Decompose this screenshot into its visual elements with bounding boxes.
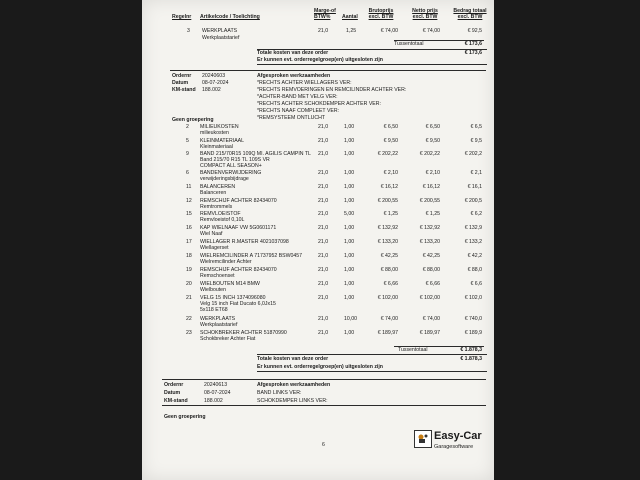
row-code: MILIEUKOSTEN: [200, 124, 239, 130]
datum-label: Datum: [164, 390, 181, 396]
row-desc: Werkplaatstarief: [200, 322, 238, 328]
row-netto: € 132,92: [419, 225, 440, 231]
row-nr: 17: [186, 239, 192, 245]
row-bruto: € 9,50: [383, 138, 398, 144]
row-bedrag: € 16,1: [467, 184, 482, 190]
row-bedrag: € 9,5: [470, 138, 482, 144]
werk-line: BAND LINKS VER:: [257, 390, 302, 396]
row-desc: Remtrommels: [200, 204, 233, 210]
row-bruto: € 200,55: [377, 198, 398, 204]
werk-line: *RECHTS ACHTER WIELLAGERS VER:: [257, 80, 352, 86]
row-nr: 21: [186, 295, 192, 301]
row-bruto: € 132,92: [377, 225, 398, 231]
row-aantal: 1,00: [344, 138, 355, 144]
row-nr: 22: [186, 316, 192, 322]
row-desc: Werkplaatstarief: [202, 35, 240, 41]
col-header-netto: Netto prijs excl. BTW: [412, 8, 438, 20]
row-bruto: € 42,25: [380, 253, 398, 259]
row-btw: 21,0: [318, 225, 329, 231]
divider: [257, 354, 487, 355]
row-netto: € 102,00: [419, 295, 440, 301]
werk-line: *RECHTS REMVOERINGEN EN REMCILINDER ACHTER VER:: [257, 87, 407, 93]
row-bedrag: € 2,1: [470, 170, 482, 176]
row-btw: 21,0: [318, 267, 329, 273]
row-desc-2: COMPACT ALL SEASON+: [200, 163, 262, 169]
divider: [170, 70, 486, 71]
row-desc: Remschoenset: [200, 273, 235, 279]
werk-line: *RECHTS ACHTER SCHOKDEMPER ACHTER VER:: [257, 101, 381, 107]
row-code: REMVLOEISTOF: [200, 211, 241, 217]
exclusion-note: Er kunnen evt. orderregelgroep(en) uitgesloten zijn: [257, 364, 383, 370]
col-header-bruto: Brutoprijs excl. BTW: [368, 8, 394, 20]
row-netto: € 42,25: [422, 253, 440, 259]
row-code: BAND 215/70R15 109Q MI. AGILIS CAMPIN TL: [200, 151, 311, 157]
row-netto: € 133,20: [419, 239, 440, 245]
row-bruto: € 74,00: [380, 316, 398, 322]
km-value: 188.002: [202, 87, 221, 93]
datum-value: 08-07-2024: [202, 80, 229, 86]
row-btw: 21,0: [318, 198, 329, 204]
row-desc: Band 215/70 R15 TL 109S VR: [200, 157, 270, 163]
row-bedrag: € 42,2: [467, 253, 482, 259]
row-code: BALANCEREN: [200, 184, 236, 190]
row-aantal: 1,00: [344, 239, 355, 245]
row-aantal: 1,00: [344, 267, 355, 273]
row-bruto: € 6,66: [383, 281, 398, 287]
logo-name: Easy-Car: [434, 430, 482, 442]
row-nr: 2: [186, 124, 189, 130]
row-netto: € 1,25: [425, 211, 440, 217]
row-code: VELG 15 INCH 1374096080: [200, 295, 266, 301]
tussentotaal-value: € 1.878,3: [460, 347, 482, 353]
row-aantal: 1,00: [344, 124, 355, 130]
tussentotaal-value: € 173,6: [464, 41, 482, 47]
ordernr-label: Ordernr: [164, 382, 184, 388]
row-desc: Wiel Naaf: [200, 231, 223, 237]
row-bedrag: € 6,6: [470, 281, 482, 287]
page-number: 6: [322, 442, 325, 448]
exclusion-note: Er kunnen evt. orderregelgroep(en) uitgesloten zijn: [257, 57, 383, 63]
werk-title: Afgesproken werkzaamheden: [257, 382, 331, 388]
werk-title: Afgesproken werkzaamheden: [257, 73, 331, 79]
row-btw: 21,0: [318, 138, 329, 144]
row-netto: € 189,97: [419, 330, 440, 336]
row-nr: 12: [186, 198, 192, 204]
row-desc: milieukosten: [200, 130, 229, 136]
table-row: [142, 151, 494, 167]
row-nr: 3: [187, 28, 190, 34]
row-nr: 20: [186, 281, 192, 287]
row-bedrag: € 88,0: [467, 267, 482, 273]
row-nr: 5: [186, 138, 189, 144]
row-aantal: 5,00: [344, 211, 355, 217]
row-netto: € 74,00: [422, 316, 440, 322]
col-header-artikelcode: Artikelcode / Toelichting: [200, 14, 260, 20]
groepering-label: Geen groepering: [164, 414, 206, 420]
row-btw: 21,0: [318, 28, 329, 34]
row-netto: € 6,66: [425, 281, 440, 287]
row-bruto: € 6,50: [383, 124, 398, 130]
row-bedrag: € 202,2: [464, 151, 482, 157]
row-nr: 11: [186, 184, 192, 190]
row-aantal: 1,00: [344, 151, 355, 157]
table-row: [142, 295, 494, 311]
row-bedrag: € 189,9: [464, 330, 482, 336]
row-code: WIELLAGER R.MASTER 4021037098: [200, 239, 289, 245]
row-nr: 18: [186, 253, 192, 259]
row-bedrag: € 92,5: [467, 28, 482, 34]
row-aantal: 1,00: [344, 253, 355, 259]
row-aantal: 1,00: [344, 225, 355, 231]
row-btw: 21,0: [318, 330, 329, 336]
row-desc: Balanceren: [200, 190, 227, 196]
row-netto: € 9,50: [425, 138, 440, 144]
row-btw: 21,0: [318, 211, 329, 217]
row-code: KAP WIELNAAF VW 5G0601171: [200, 225, 277, 231]
row-nr: 19: [186, 267, 192, 273]
row-aantal: 1,00: [344, 281, 355, 287]
row-netto: € 2,10: [425, 170, 440, 176]
row-aantal: 1,00: [344, 295, 355, 301]
tussentotaal-label: Tussentotaal: [394, 41, 424, 47]
row-netto: € 200,55: [419, 198, 440, 204]
row-netto: € 16,12: [422, 184, 440, 190]
row-btw: 21,0: [318, 295, 329, 301]
row-btw: 21,0: [318, 316, 329, 322]
row-nr: 6: [186, 170, 189, 176]
row-desc: Wielremcilinder Achter: [200, 259, 252, 265]
row-desc: Wielbouten: [200, 287, 226, 293]
row-bruto: € 202,22: [377, 151, 398, 157]
werk-line: *RECHTS NAAF COMPLEET VER:: [257, 108, 340, 114]
werk-line: *REMSYSTEEM ONTLUCHT: [257, 115, 326, 121]
row-nr: 9: [186, 151, 189, 157]
row-btw: 21,0: [318, 170, 329, 176]
row-desc: Wiellagerset: [200, 245, 229, 251]
row-aantal: 1,00: [344, 170, 355, 176]
totaal-value: € 173,6: [464, 50, 482, 56]
row-netto: € 88,00: [422, 267, 440, 273]
row-bedrag: € 200,5: [464, 198, 482, 204]
col-header-regelnr: Regelnr: [172, 14, 192, 20]
easy-car-logo-icon: [414, 430, 432, 448]
row-bedrag: € 6,2: [470, 211, 482, 217]
km-label: KM-stand: [164, 398, 188, 404]
row-netto: € 74,00: [422, 28, 440, 34]
row-desc: Remvloeistof 0,10L: [200, 217, 245, 223]
row-bedrag: € 740,0: [464, 316, 482, 322]
ordernr-value: 20240613: [204, 382, 228, 388]
table-row: [142, 330, 494, 346]
werk-line: SCHOKDEMPER LINKS VER:: [257, 398, 328, 404]
km-value: 188.002: [204, 398, 223, 404]
row-code: WERKPLAATS: [202, 28, 238, 34]
row-bedrag: € 132,9: [464, 225, 482, 231]
row-nr: 16: [186, 225, 192, 231]
row-btw: 21,0: [318, 184, 329, 190]
row-code: WERKPLAATS: [200, 316, 236, 322]
row-code: WIELBOUTEN M14 BMW: [200, 281, 260, 287]
werk-line: *ACHTER-BAND MET VELG VER:: [257, 94, 338, 100]
row-btw: 21,0: [318, 239, 329, 245]
row-aantal: 10,00: [344, 316, 357, 322]
totaal-value: € 1.878,3: [460, 356, 482, 362]
row-bedrag: € 6,5: [470, 124, 482, 130]
row-bruto: € 102,00: [377, 295, 398, 301]
divider: [257, 64, 487, 65]
row-bruto: € 74,00: [380, 28, 398, 34]
col-header-aantal: Aantal: [342, 14, 358, 20]
row-netto: € 6,50: [425, 124, 440, 130]
document-page: [142, 0, 494, 480]
row-aantal: 1,00: [344, 330, 355, 336]
row-bruto: € 16,12: [380, 184, 398, 190]
row-code: SCHOKBREKER ACHTER 51870990: [200, 330, 287, 336]
row-bruto: € 133,20: [377, 239, 398, 245]
row-btw: 21,0: [318, 151, 329, 157]
row-aantal: 1,00: [344, 198, 355, 204]
row-desc: Schokbreker Achter Fiat: [200, 336, 256, 342]
row-bruto: € 2,10: [383, 170, 398, 176]
divider: [162, 379, 486, 380]
row-nr: 15: [186, 211, 192, 217]
row-nr: 23: [186, 330, 192, 336]
ordernr-value: 20240603: [202, 73, 226, 79]
row-desc: verwijderingsbijdrage: [200, 176, 249, 182]
totaal-label: Totale kosten van deze order: [257, 356, 329, 362]
row-bruto: € 189,97: [377, 330, 398, 336]
row-code: WIELREMCILINDER A 71737952 BSW0457: [200, 253, 303, 259]
datum-value: 08-07-2024: [204, 390, 231, 396]
row-desc: Velg 15 inch Fiat Ducato 6,0Jx15: [200, 301, 276, 307]
row-desc-2: 5x118 ET68: [200, 307, 228, 313]
row-btw: 21,0: [318, 281, 329, 287]
row-code: REMSCHIJF ACHTER 82434070: [200, 267, 277, 273]
row-code: BANDENVERWIJDERING: [200, 170, 262, 176]
row-bruto: € 88,00: [380, 267, 398, 273]
tussentotaal-label: Tussentotaal: [398, 347, 428, 353]
row-aantal: 1,00: [344, 184, 355, 190]
col-header-marge-btw: Marge-of BTW%: [314, 8, 336, 20]
row-bedrag: € 133,2: [464, 239, 482, 245]
row-bruto: € 1,25: [383, 211, 398, 217]
ordernr-label: Ordernr: [172, 73, 192, 79]
row-btw: 21,0: [318, 124, 329, 130]
totaal-label: Totale kosten van deze order: [257, 50, 329, 56]
row-bedrag: € 102,0: [464, 295, 482, 301]
row-netto: € 202,22: [419, 151, 440, 157]
col-header-bedrag: Bedrag totaal excl. BTW: [453, 8, 487, 20]
groepering-label: Geen groepering: [172, 117, 214, 123]
row-code: REMSCHIJF ACHTER 82434070: [200, 198, 277, 204]
row-btw: 21,0: [318, 253, 329, 259]
row-aantal: 1,25: [346, 28, 357, 34]
km-label: KM-stand: [172, 87, 196, 93]
row-desc: Kleinmateriaal: [200, 144, 233, 150]
divider: [257, 371, 487, 372]
divider: [162, 405, 486, 406]
row-code: KLEINMATERIAAL: [200, 138, 245, 144]
datum-label: Datum: [172, 80, 189, 86]
logo-subtitle: Garagesoftware: [434, 444, 474, 450]
